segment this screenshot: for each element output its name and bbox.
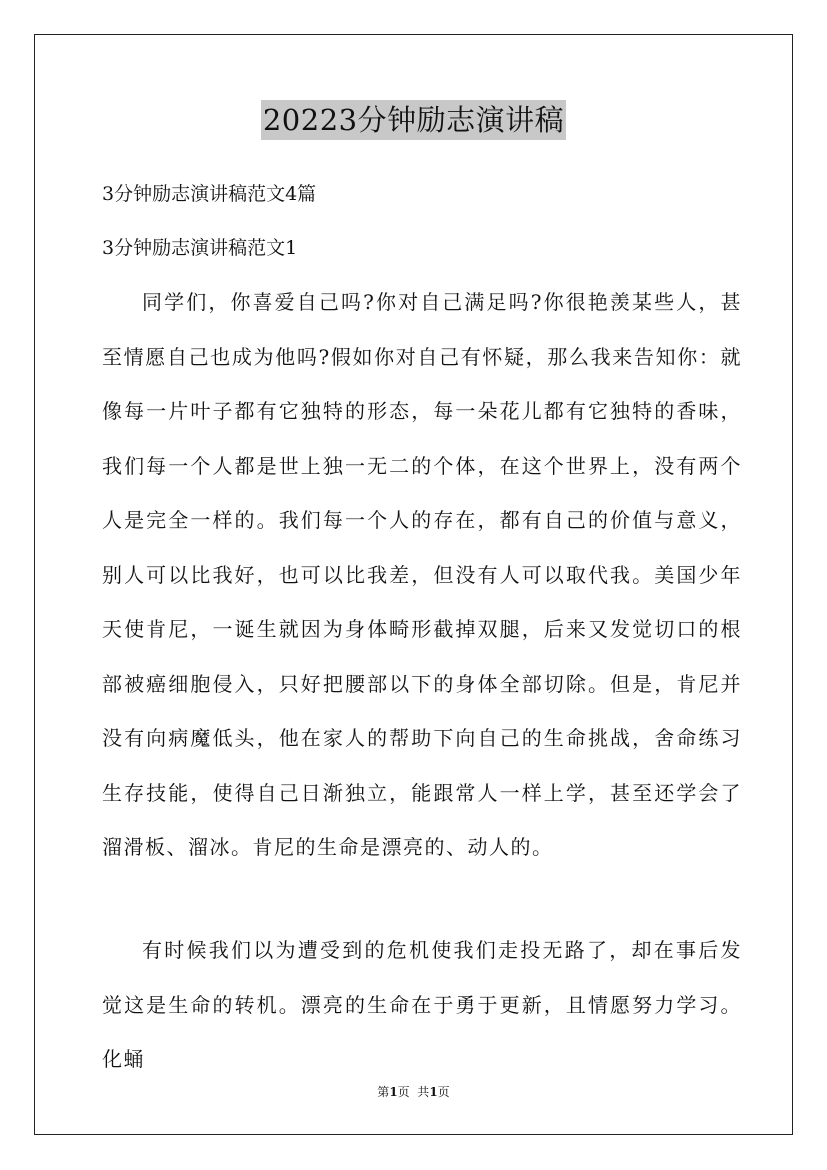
footer-page-suffix: 页: [437, 1085, 450, 1099]
footer-page-current: 1: [389, 1085, 398, 1099]
subtitle-collection: 3分钟励志演讲稿范文4篇: [102, 183, 317, 205]
body-paragraph-2: 有时候我们以为遭受到的危机使我们走投无路了，却在事后发觉这是生命的转机。漂亮的生命在于勇于更新，且情愿努力学习。化蛹: [102, 938, 742, 1071]
page-footer: [0, 1084, 827, 1100]
document-title: 20223分钟励志演讲稿: [261, 100, 566, 140]
footer-page-mid: 页 共: [397, 1085, 430, 1099]
title-container: [0, 100, 827, 140]
footer-page-total: 1: [429, 1085, 438, 1099]
footer-page-prefix: 第: [377, 1085, 390, 1099]
body-paragraph-1: 同学们，你喜爱自己吗?你对自己满足吗?你很艳羡某些人，甚至情愿自己也成为他吗?假如你对自己有怀疑，那么我来告知你：就像每一片叶子都有它独特的形态，每一朵花儿都有它独特的香味，我们每一个人都是世上独一无二的个体，在这个世界上，没有两个人是完全一样的。我们每一个人的存在，都有自己的价值与意义，别人可以比我好，也可以比我差，但没有人可以取代我。美国少年天使肯尼，一诞生就因为身体畸形截掉双腿，后来又发觉切口的根部被癌细胞侵入，只好把腰部以下的身体全部切除。但是，肯尼并没有向病魔低头，他在家人的帮助下向自己的生命挑战，舍命练习生存技能，使得自己日渐独立，能跟常人一样上学，甚至还学会了溜滑板、溜冰。肯尼的生命是漂亮的、动人的。: [102, 290, 742, 859]
subtitle-article-1: 3分钟励志演讲稿范文1: [102, 237, 298, 259]
